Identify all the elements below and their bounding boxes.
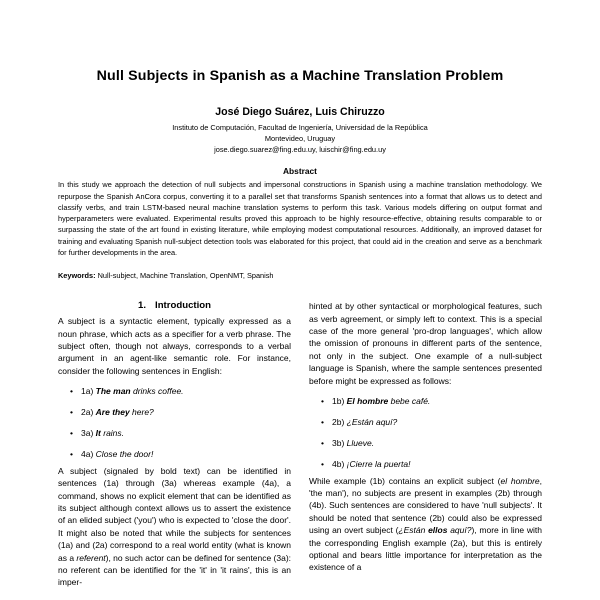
example-predicate: rains. xyxy=(100,427,125,438)
example-label: 2a) xyxy=(81,407,94,418)
column-right xyxy=(309,300,542,589)
paragraph-right-2 xyxy=(309,475,542,574)
bullet-icon: • xyxy=(321,416,324,427)
example-subject: Are they xyxy=(95,407,130,418)
example-list-english xyxy=(58,377,291,465)
bullet-icon: • xyxy=(70,386,73,397)
paragraph-right-2-part-b: , 'the man'), no subjects are present in examples (2b) through (4b). Such sentences are considered to have 'null subjects'. It should be noted that sentence (2b) could also be expressed using an overt subject ( xyxy=(309,475,542,536)
bullet-icon: • xyxy=(70,448,73,459)
example-predicate: Close the door! xyxy=(95,448,154,459)
example-list-spanish xyxy=(309,387,542,475)
body-columns xyxy=(58,281,542,589)
bullet-icon: • xyxy=(70,407,73,418)
keywords-value: Null-subject, Machine Translation, OpenNMT, Spanish xyxy=(97,271,274,281)
example-label: 2b) xyxy=(332,416,345,427)
affiliation-city: Montevideo, Uruguay xyxy=(264,134,336,143)
example-subject: The man xyxy=(95,386,131,397)
abstract-heading: Abstract xyxy=(283,166,317,177)
paragraph-left-2-part-a: A subject (signaled by bold text) can be identified in sentences (1a) through (3a) whereas example (4a), a command, shows no explicit element that can be identified as its subject although context allows us to assert the existence of an elided subject ('you') who is expected to 'close the door'. It might also be noted that while the subjects for sentences (1a) and (2a) correspond to a real world entity (what is known as a xyxy=(58,465,291,563)
paragraph-right-2-part-a: While example (1b) contains an explicit subject ( xyxy=(309,475,501,486)
list-item xyxy=(309,396,542,408)
example-label: 1b) xyxy=(332,395,345,406)
example-subject: El hombre xyxy=(346,395,389,406)
example-subject: It xyxy=(95,427,101,438)
example-predicate: ¿Están aquí? xyxy=(346,416,398,427)
affiliation-emails: jose.diego.suarez@fing.edu.uy, luischir@fing.edu.uy xyxy=(214,144,386,154)
paragraph-right-2-emphasis-3: aquí? xyxy=(447,525,472,536)
example-predicate: ¡Cierre la puerta! xyxy=(346,458,411,469)
paragraph-right-2-emphasis-bold: ellos xyxy=(428,525,448,536)
paragraph-left-2-emphasis: referent xyxy=(76,552,106,563)
list-item xyxy=(58,407,291,419)
bullet-icon: • xyxy=(70,427,73,438)
example-label: 1a) xyxy=(81,386,94,397)
example-label: 3b) xyxy=(332,437,345,448)
bullet-icon: • xyxy=(321,458,324,469)
list-item xyxy=(58,386,291,398)
keywords-line xyxy=(58,258,542,281)
page-title: Null Subjects in Spanish as a Machine Translation Problem xyxy=(96,68,504,84)
paragraph-left-1: A subject is a syntactic element, typically expressed as a noun phrase, which acts as a specifier for a verb phrase. The subject often, though not always, corresponds to a verbal argument in an agent-like semantic role. For instance, consider the following sentences in English: xyxy=(58,316,291,376)
section-number: 1. xyxy=(138,300,147,312)
example-label: 3a) xyxy=(81,427,94,438)
example-predicate: bebe café. xyxy=(388,395,431,406)
example-predicate: here? xyxy=(129,407,154,418)
example-label: 4a) xyxy=(81,448,94,459)
paragraph-right-2-emphasis-1: el hombre xyxy=(500,475,540,486)
example-predicate: Llueve. xyxy=(346,437,375,448)
bullet-icon: • xyxy=(321,395,324,406)
list-item xyxy=(309,417,542,429)
list-item xyxy=(58,428,291,440)
example-label: 4b) xyxy=(332,458,345,469)
paragraph-left-2-part-b: ), no such actor can be defined for sentence (3a): no referent can be identified for the 'it' in 'it rains', this is an imper- xyxy=(58,552,291,588)
bullet-icon: • xyxy=(321,437,324,448)
example-predicate: drinks coffee. xyxy=(130,386,184,397)
affiliation-block xyxy=(58,119,542,155)
paragraph-right-2-part-c: ), more in line with the corresponding English example (2a), but this is entirely optional and bears little importance for interpretation as the existence of a xyxy=(309,525,542,573)
section-title: Introduction xyxy=(155,300,211,312)
section-heading-introduction xyxy=(58,300,291,311)
paragraph-right-1: hinted at by other syntactical or morphological features, such as verb agreement, or simply left to context. This is a special case of the more general 'pro-drop languages', which allow the omission of pronouns in different parts of the sentence, not only in the subject. One example of a null-subject language is Spanish, where the sample sentences presented before might be expressed as follows: xyxy=(309,301,542,386)
list-item xyxy=(58,449,291,461)
keywords-label: Keywords: xyxy=(58,271,96,281)
author-list: José Diego Suárez, Luis Chiruzzo xyxy=(215,106,385,119)
abstract-text: In this study we approach the detection of null subjects and impersonal constructions in Spanish using a machine translation methodology. We repurpose the Spanish AnCora corpus, converting it to a parallel set that transforms Spanish sentences into a format that allows us to detect and classify verbs, and train LSTM-based neural machine translation systems to perform this task. Various models differing on output format and hyperparameters were evaluated. Experimental results proved this approach to be highly resource-effective, obtaining results comparable to or surpassing the state of the art found in existing literature, while employing modest computational resources. Additionally, an improved dataset for training and evaluating Spanish null-subject detection tools was elaborated for this project, that could aid in the creation and serve as a benchmark for further developments in the area. xyxy=(58,180,542,257)
list-item xyxy=(309,459,542,471)
paragraph-right-2-emphasis-2: ¿Están xyxy=(398,525,429,536)
affiliation-institution: Instituto de Computación, Facultad de Ingeniería, Universidad de la República xyxy=(172,123,428,133)
paragraph-left-2 xyxy=(58,465,291,589)
column-left xyxy=(58,300,291,589)
list-item xyxy=(309,438,542,450)
